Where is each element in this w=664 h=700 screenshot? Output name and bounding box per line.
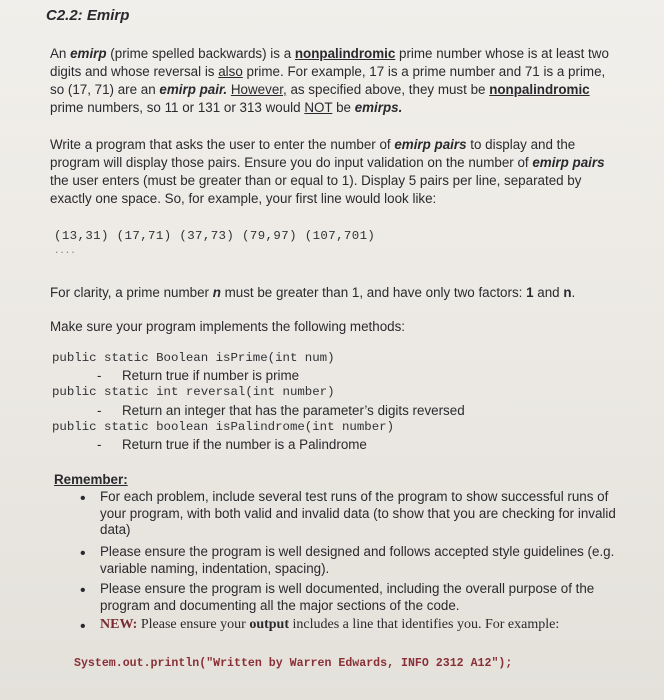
text: For clarity, a prime number (50, 285, 213, 300)
emirps-term: emirps. (354, 100, 403, 115)
nonpalindromic-term: nonpalindromic (489, 82, 590, 97)
method-desc-isprime: Return true if number is prime (122, 368, 300, 383)
n-term: n (212, 285, 221, 300)
n-term: n (563, 285, 572, 300)
text: as specified above, they must be (286, 82, 490, 97)
method-desc-ispalindrome: Return true if the number is a Palindrome (122, 437, 367, 452)
text: prime. For example, 17 is a prime number and 71 is a prime, (242, 64, 606, 79)
intro-line-3 (50, 81, 590, 99)
bullet-icon: • (80, 490, 86, 507)
example-output: (13,31) (17,71) (37,73) (79,97) (107,701) (54, 229, 376, 243)
emirp-term: emirp (70, 46, 107, 61)
remember-item-3: Please ensure the program is well documented, including the overall purpose of the program and documenting all the major sections of the code. (100, 581, 595, 613)
new-label: NEW: (100, 617, 138, 632)
text: An (50, 46, 71, 61)
text: must be greater than 1, and have only two factors: (220, 285, 527, 300)
intro-line-4 (50, 99, 402, 117)
sysout-example: System.out.println("Written by Warren Edwards, INFO 2312 A12"); (74, 657, 513, 670)
text: Write a program that asks the user to enter the number of (50, 137, 395, 152)
bullet-icon: • (80, 618, 86, 635)
bullet-icon: • (80, 582, 86, 599)
page-title: C2.2: Emirp (46, 7, 130, 24)
bullet-icon: • (80, 545, 86, 562)
emirp-pairs-term: emirp pairs (532, 155, 605, 170)
intro-line-1 (50, 45, 609, 63)
method-signature-reversal: public static int reversal(int number) (52, 385, 335, 399)
task-line-4: exactly one space. So, for example, your first line would look like: (50, 191, 437, 206)
method-dash: - (97, 403, 102, 418)
intro-line-2 (50, 63, 605, 81)
method-desc-reversal: Return an integer that has the parameter’s digits reversed (122, 403, 465, 418)
remember-heading: Remember: (54, 472, 128, 487)
method-signature-ispalindrome: public static boolean isPalindrome(int number) (52, 420, 395, 434)
text: prime numbers, so 11 or 131 or 313 would (50, 100, 305, 115)
remember-item-new (100, 617, 630, 634)
text: be (332, 100, 355, 115)
not-term: NOT (304, 100, 333, 115)
emirp-pair-term: emirp pair. (159, 82, 228, 97)
task-line-2 (50, 154, 605, 172)
text: Please ensure your (137, 617, 250, 632)
emirp-pairs-term: emirp pairs (394, 137, 467, 152)
method-dash: - (97, 437, 102, 452)
method-dash: - (97, 368, 102, 383)
also-term: also (218, 64, 243, 79)
nonpalindromic-term: nonpalindromic (294, 46, 396, 61)
text: (prime spelled backwards) is a (106, 46, 295, 61)
clarity-line (50, 284, 575, 302)
text: and (533, 285, 564, 300)
methods-intro: Make sure your program implements the following methods: (50, 319, 406, 334)
task-line-3: the user enters (must be greater than or equal to 1). Display 5 pairs per line, separated by (50, 173, 582, 188)
ellipsis: .... (54, 246, 76, 256)
output-term: output (249, 617, 289, 632)
text: digits and whose reversal is (50, 64, 219, 79)
text: . (571, 285, 576, 300)
method-signature-isprime: public static Boolean isPrime(int num) (52, 351, 335, 365)
however-term: However, (230, 82, 287, 97)
task-line-1 (50, 136, 575, 154)
text: prime number whose is at least two (395, 46, 609, 61)
text: includes a line that identifies you. For example: (289, 617, 560, 632)
remember-item-2: Please ensure the program is well designed and follows accepted style guidelines (e.g. variable naming, indentation, spacing). (100, 544, 615, 576)
text: program will display those pairs. Ensure you do input validation on the number of (50, 155, 533, 170)
text: to display and the (466, 137, 576, 152)
one-term: 1 (526, 285, 534, 300)
remember-item-1: For each problem, include several test runs of the program to show successful runs of your program, with both valid and invalid data (to show that you are checking for invalid data) (100, 489, 616, 538)
text: so (17, 71) are an (50, 82, 160, 97)
